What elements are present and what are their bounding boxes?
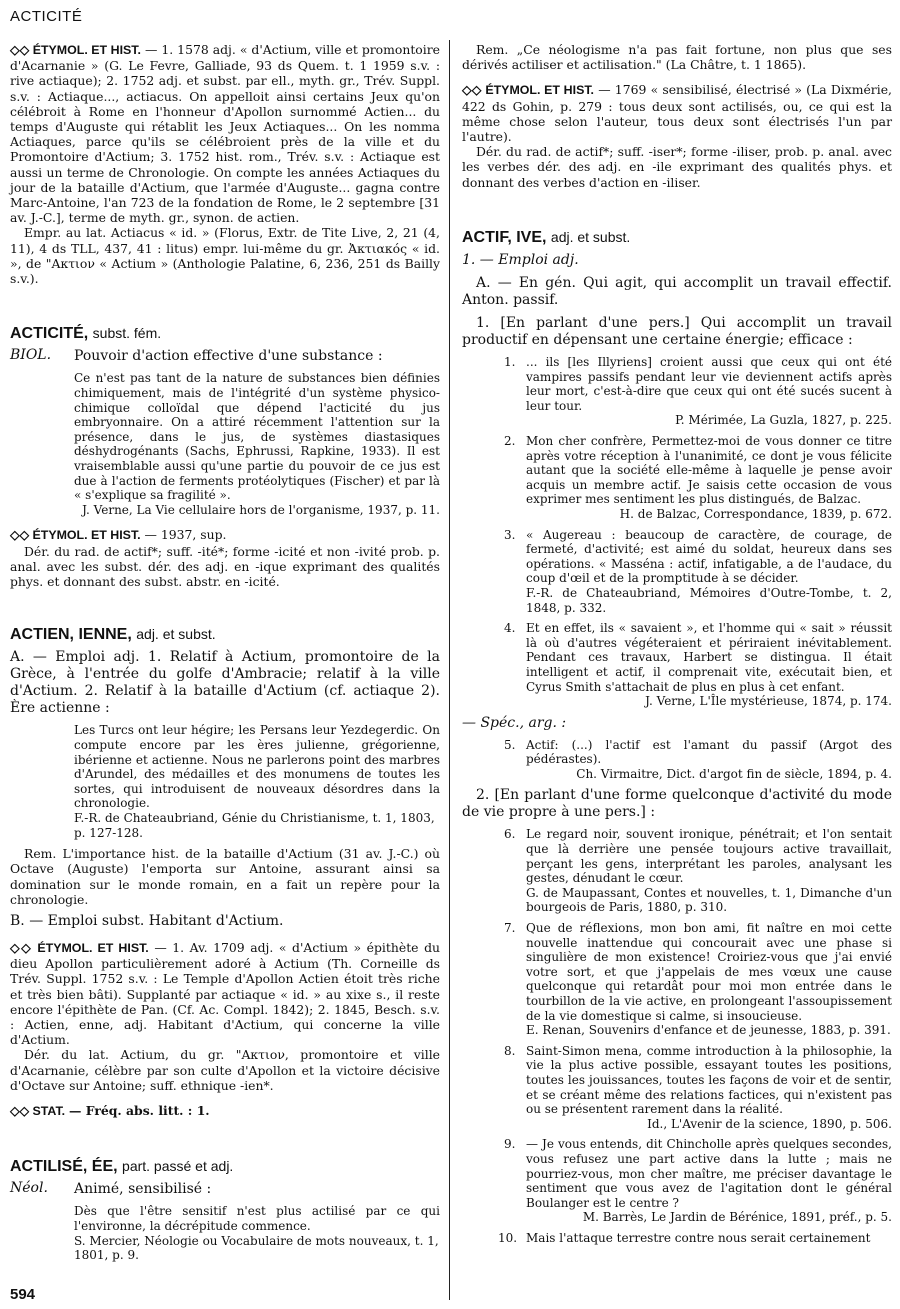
- part-of-speech: part. passé et adj.: [122, 1158, 234, 1175]
- entry-acticite: [10, 326, 440, 342]
- headword: ACTILISÉ, ÉE,: [10, 1158, 118, 1176]
- citation-source: F.-R. de Chateaubriand, Génie du Christianisme, t. 1, 1803, p. 127-128.: [74, 810, 435, 840]
- definition: Pouvoir d'action effective d'une substance :: [74, 348, 383, 365]
- acticite-etymology: ◇◇ ÉTYMOL. ET HIST. — 1937, sup.: [10, 527, 227, 543]
- column-divider: [449, 40, 450, 1300]
- actien-definition-b: B. — Emploi subst. Habitant d'Actium.: [10, 912, 284, 929]
- example: 5. Actif: (...) l'actif est l'amant du passif (Argot des pédérastes). Ch. Virmaitre, Dict. d'argot fin de siècle, 1894, p. 4.: [504, 737, 892, 781]
- examples-group-1: [462, 355, 892, 709]
- actien-definition-a: A. — Emploi adj. 1. Relatif à Actium, promontoire de la Grèce, à l'entrée du golfe d'Ambracie; relatif à la ville d'Actium. 2. Relatif à la bataille d'Actium (cf. actiaque 2). Ère actienne :: [10, 649, 440, 717]
- actien-stat: ◇◇ STAT. — Fréq. abs. litt. : 1.: [10, 1103, 210, 1118]
- example: 9. — Je vous entends, dit Chincholle après quelques secondes, vous refusez une part active dans la lutte ; mais ne pourriez-vous, mon cher maître, me préciser davantage le sentiment que vous avez de l'agitation dont le général Boulanger est le centre ? M. Barrès, Le Jardin de Bérénice, 1891, préf., p. 5.: [504, 1137, 892, 1225]
- entry-actif: [462, 230, 892, 246]
- citation: Dès que l'être sensitif n'est plus actilisé par ce qui l'environne, la décrépitude commence.: [74, 1204, 440, 1233]
- citation: Ce n'est pas tant de la nature de substances bien définies chimiquement, mais de l'intégrité d'un système physico-chimique colloïdal que dépend l'acticité du jus embryonnaire. On a attiré récemment l'attention sur la présence, dans le jus, de systèmes diastasiques déshydrogénants (Sachs, Ephrussi, Rapkine, 1933). Il est vraisemblable aussi qu'une partie du pouvoir de ce jus est due à l'action de ferments protéolytiques (Fischer) et par là « s'explique sa fragilité ».: [74, 371, 440, 503]
- actif-definition-1: 1. [En parlant d'une pers.] Qui accomplit un travail productif en dépensant une certaine énergie; efficace :: [462, 315, 892, 349]
- example: 3. « Augereau : beaucoup de caractère, de courage, de fermeté, d'activité; est aimé du soldat, heureux dans ses opérations. « Masséna : actif, infatigable, a de l'audace, du coup d'œil et de la promptitude à se décider. F.-R. de Chateaubriand, Mémoires d'Outre-Tombe, t. 2, 1848, p. 332.: [504, 527, 892, 615]
- actif-definition-2: 2. [En parlant d'une forme quelconque d'activité du mode de vie propre à une pers.] :: [462, 787, 892, 821]
- example: 7. Que de réflexions, mon bon ami, fit naître en moi cette nouvelle inattendue qui concourait avec une phase si singulière de mon existence! Croiriez-vous que j'ai envié votre sort, et que j'appelais de mes vœux une cause quelconque qui retardât pour moi mon entrée dans le tourbillon de la vie active, en prolongeant l'assoupissement de la vie domestique si calme, si insoucieuse. E. Renan, Souvenirs d'enfance et de jeunesse, 1883, p. 391.: [504, 921, 892, 1038]
- definition-row: [10, 348, 440, 365]
- example: 2. Mon cher confrère, Permettez-moi de vous donner ce titre après votre réception à l'unanimité, ce dont je vous félicite autant que la société elle-même à laquelle je pense avoir acquis un membre actif. Je saisis cette occasion de vous exprimer mes sentiment les plus distingués, de Balzac. H. de Balzac, Correspondance, 1839, p. 672.: [504, 434, 892, 521]
- entry-actien: [10, 627, 440, 643]
- citation-source: H. de Balzac, Correspondance, 1839, p. 672.: [619, 506, 892, 521]
- citation-source: S. Mercier, Néologie ou Vocabulaire de mots nouveaux, t. 1, 1801, p. 9.: [74, 1233, 439, 1263]
- citation-source: J. Verne, La Vie cellulaire hors de l'organisme, 1937, p. 11.: [82, 502, 440, 517]
- actiaque-etymology: ◇◇ ÉTYMOL. ET HIST. — 1. 1578 adj. « d'Actium, ville et promontoire d'Acarnanie » (G. Le Fevre, Galliade, 93 ds Quem. t. 1 1959 s.v. : rive actiaque); 2. 1752 adj. et subst. par ell., myth. gr., Trév. Suppl. s.v. : Actiaque..., actiacus. On appelloit ainsi certains Jeux qu'on célébroit à Rome en l'honneur d'Apollon surnommé Actien... du temps d'Auguste qui rétablit les Jeux Actiaques... On les nomma Actiaques, parce qu'ils se célébroient près de la ville et du Promontoire d'Actium; 3. 1752 hist. rom., Trév. s.v. : Actiaque est aussi un terme de Chronologie. On compte les années Actiaques du jour de la bataille d'Actium, que l'armée d'Auguste... gagna contre Marc-Antoine, l'an 723 de la fondation de Rome, le 2 septembre [31 av. J.-C.], terme de myth. gr., synon. de actien.: [10, 42, 440, 226]
- section-heading: 1. — Emploi adj.: [462, 252, 579, 269]
- citation-source: M. Barrès, Le Jardin de Bérénice, 1891, préf., p. 5.: [582, 1210, 892, 1225]
- citation-source: Id., L'Avenir de la science, 1890, p. 506.: [647, 1116, 892, 1131]
- actilise-derivation: Dér. du rad. de actif*; suff. -iser*; forme -iliser, prob. p. anal. avec les verbes dér. des adj. en -ile exprimant des qualités phys. et donnant des verbes d'action en -iliser.: [462, 144, 892, 190]
- headword: ACTIEN, IENNE,: [10, 626, 132, 644]
- citation: Les Turcs ont leur hégire; les Persans leur Yezdegerdic. On compute encore par les ères julienne, grégorienne, ibérienne et actienne. Nous ne parlerons point des marbres d'Arundel, des médailles et des monumens de toutes les sortes, qui introduisent de nouveaux désordres dans la chronologie.: [74, 723, 440, 811]
- definition-row: [10, 1181, 440, 1198]
- example: 10. Mais l'attaque terrestre contre nous serait certainement: [498, 1230, 871, 1245]
- domain-label: Néol.: [10, 1180, 48, 1197]
- example: 8. Saint-Simon mena, comme introduction à la philosophie, la vie la plus active possible, essayant toutes les positions, toutes les jouissances, toutes les façons de voir et de sentir, et se créant même des relations factices, qui n'existent pas ou se présentent rarement dans la réalité. Id., L'Avenir de la science, 1890, p. 506.: [504, 1043, 892, 1131]
- citation-source: P. Mérimée, La Guzla, 1827, p. 225.: [675, 413, 892, 428]
- page-number: 594: [10, 1286, 36, 1303]
- running-head: ACTICITÉ: [10, 8, 83, 25]
- examples-group-2: [462, 827, 892, 1224]
- acticite-derivation: Dér. du rad. de actif*; suff. -ité*; forme -icité et non -ivité prob. p. anal. avec les subst. dér. des adj. en -ique exprimant des qualités phys. et donnant des subst. abstr. en -icité.: [10, 543, 440, 589]
- example: 1. ... ils [les Illyriens] croient aussi que ceux qui ont été vampires passifs pendant leur vie deviennent actifs après leur mort, c'est-à-dire que ceux qui ont été sucés sucent à leur tour. P. Mérimée, La Guzla, 1827, p. 225.: [504, 355, 892, 428]
- part-of-speech: adj. et subst.: [136, 626, 216, 643]
- actilise-etymology: ◇◇ ÉTYMOL. ET HIST. — 1769 « sensibilisé, électrisé » (La Dixmérie, 422 ds Gohin, p. 279 : tous deux sont actilisés, ou, ce qui est la même chose selon l'auteur, tous deux sont électrisés l'un par l'autre).: [462, 82, 892, 145]
- actiaque-borrowing: Empr. au lat. Actiacus « id. » (Florus, Extr. de Tite Live, 2, 21 (4, 11), 4 ds TLL, 437, 41 : litus) empr. lui-même du gr. Ἀκτιακός « id. », de "Ακτιον « Actium » (Anthologie Palatine, 6, 236, 251 ds Bailly s.v.).: [10, 225, 440, 287]
- actien-remark: Rem. L'importance hist. de la bataille d'Actium (31 av. J.-C.) où Octave (Auguste) l'emporta sur Antoine, assurant ainsi sa domination sur le monde romain, en a fait un repère pour la chronologie.: [10, 846, 440, 907]
- citation-source: J. Verne, L'Île mystérieuse, 1874, p. 174.: [645, 694, 892, 709]
- headword: ACTIF, IVE,: [462, 228, 547, 246]
- citation-source: F.-R. de Chateaubriand, Mémoires d'Outre-Tombe, t. 2, 1848, p. 332.: [526, 585, 892, 615]
- actif-definition-a: A. — En gén. Qui agit, qui accomplit un travail effectif. Anton. passif.: [462, 275, 892, 309]
- headword: ACTICITÉ,: [10, 325, 89, 343]
- left-column: [10, 42, 440, 1263]
- domain-label: BIOL.: [10, 347, 52, 364]
- example: 4. Et en effet, ils « savaient », et l'homme qui « sait » réussit là où d'autres végéteraient et périraient inévitablement. Pendant ces travaux, Harbert se distingua. Il était intelligent et actif, il comprenait vite, exécutait bien, et Cyrus Smith s'attachait de plus en plus à cet enfant. J. Verne, L'Île mystérieuse, 1874, p. 174.: [504, 621, 892, 709]
- actien-etymology: ◇◇ ÉTYMOL. ET HIST. — 1. Av. 1709 adj. « d'Actium » épithète du dieu Apollon particulièrement adoré à Actium (Th. Corneille ds Trév. Suppl. 1752 s.v. : Le Temple d'Apollon Actien étoit très riche et très bien bâti). Supplanté par actiaque « id. » au xixe s., il reste encore l'épithète de Pan. (Cf. Ac. Compl. 1842); 2. 1845, Besch. s.v. : Actien, enne, adj. Habitant d'Actium, qui concerne la ville d'Actium.: [10, 939, 440, 1048]
- right-column: [462, 42, 892, 1246]
- citation-source: G. de Maupassant, Contes et nouvelles, t. 1, Dimanche d'un bourgeois de Paris, 1880, p. 310.: [526, 885, 892, 915]
- example: 6. Le regard noir, souvent ironique, pénétrait; et l'on sentait que là derrière une pensée toujours active travaillait, perçant les gens, interprétant les paroles, analysant les gestes, dénudant le cœur. G. de Maupassant, Contes et nouvelles, t. 1, Dimanche d'un bourgeois de Paris, 1880, p. 310.: [504, 827, 892, 915]
- actien-derivation: Dér. du lat. Actium, du gr. "Ακτιον, promontoire et ville d'Acarnanie, célèbre par son culte d'Apollon et la victoire décisive d'Octave sur Antoine; suff. ethnique -ien*.: [10, 1047, 440, 1093]
- part-of-speech: adj. et subst.: [550, 228, 631, 245]
- part-of-speech: subst. fém.: [92, 325, 162, 342]
- citation-source: E. Renan, Souvenirs d'enfance et de jeunesse, 1883, p. 391.: [526, 1023, 891, 1038]
- actilise-remark: Rem. „Ce néologisme n'a pas fait fortune, non plus que ses dérivés actiliser et actilisation." (La Châtre, t. 1 1865).: [462, 42, 892, 73]
- entry-actilise: [10, 1159, 440, 1175]
- definition: Animé, sensibilisé :: [74, 1181, 212, 1198]
- sub-heading: — Spéc., arg. :: [462, 714, 567, 731]
- citation-source: Ch. Virmaitre, Dict. d'argot fin de siècle, 1894, p. 4.: [576, 766, 892, 781]
